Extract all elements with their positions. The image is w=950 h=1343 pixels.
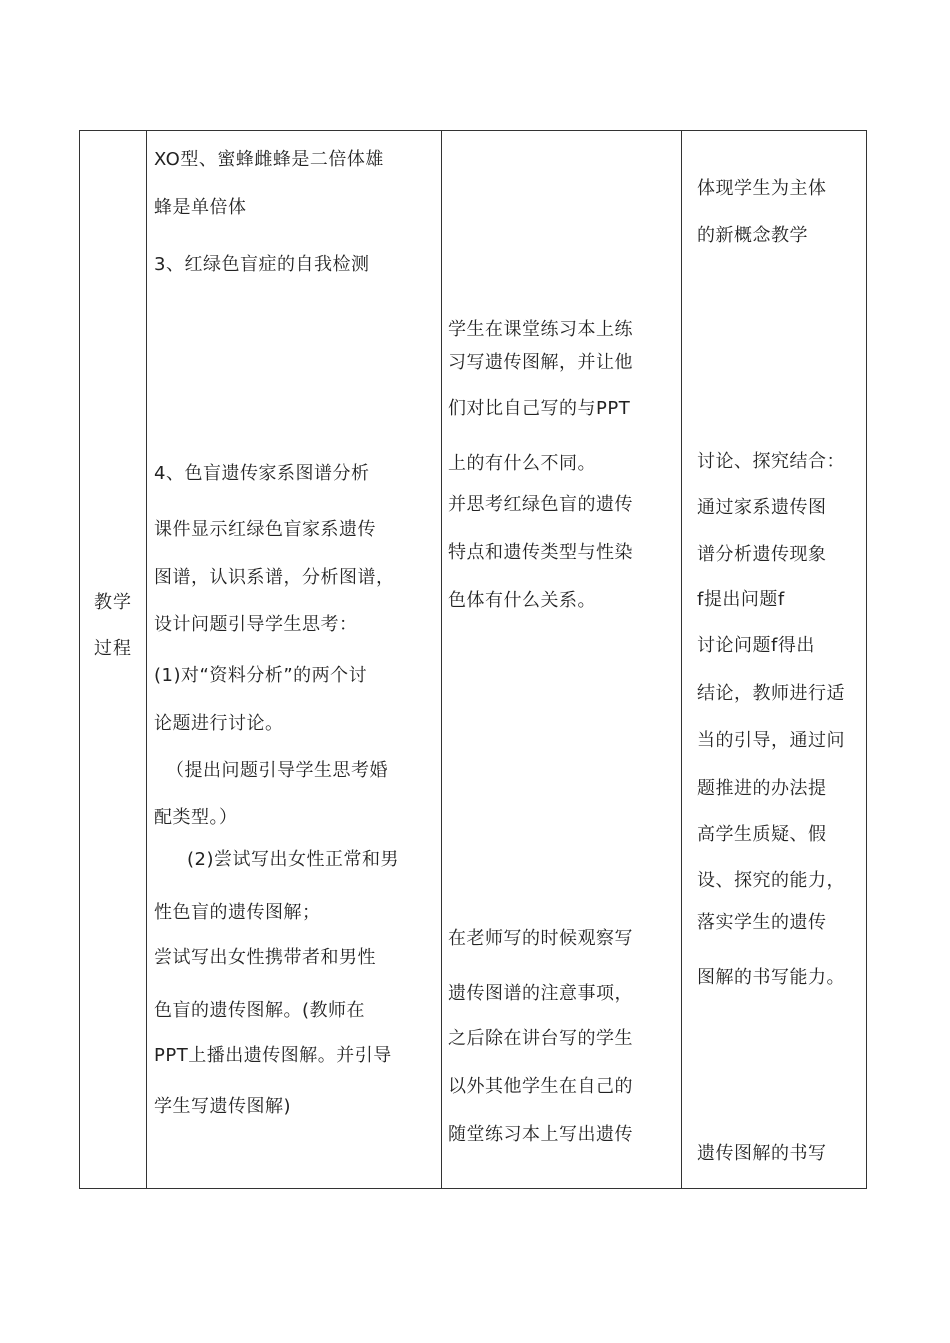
- student-line: 习写遗传图解，并让他: [448, 352, 633, 373]
- content-line: 色盲的遗传图解。(教师在: [154, 1000, 366, 1021]
- content-line: 3、红绿色盲症的自我检测: [154, 254, 370, 275]
- content-line: 4、色盲遗传家系图谱分析: [154, 463, 370, 484]
- content-line: 蜂是单倍体: [154, 197, 247, 218]
- content-line: (2)尝试写出女性正常和男: [187, 849, 399, 870]
- intent-line: 通过家系遗传图: [697, 497, 827, 518]
- intent-line: 的新概念教学: [697, 225, 808, 246]
- content-line: 图谱，认识系谱，分析图谱，: [154, 567, 395, 588]
- student-line: 遗传图谱的注意事项，: [448, 983, 633, 1004]
- intent-line: 讨论问题f得出: [697, 635, 815, 656]
- intent-line: 遗传图解的书写: [697, 1143, 827, 1164]
- intent-line: 讨论、探究结合：: [697, 451, 845, 472]
- content-line: XO型、蜜蜂雌蜂是二倍体雄: [154, 149, 384, 170]
- row-label-cell: [80, 131, 146, 1188]
- student-line: 色体有什么关系。: [448, 590, 596, 611]
- content-line: （提出问题引导学生思考婚: [166, 760, 388, 781]
- student-line: 特点和遗传类型与性染: [448, 542, 633, 563]
- content-line: (1)对“资料分析”的两个讨: [154, 665, 368, 686]
- intent-line: 谱分析遗传现象: [697, 544, 827, 565]
- content-line: 性色盲的遗传图解；: [154, 902, 321, 923]
- intent-line: 图解的书写能力。: [697, 967, 845, 988]
- intent-line: 设、探究的能力，: [697, 870, 845, 891]
- student-line: 随堂练习本上写出遗传: [448, 1124, 633, 1145]
- content-line: 论题进行讨论。: [154, 713, 284, 734]
- intent-line: 体现学生为主体: [697, 178, 827, 199]
- content-line: 设计问题引导学生思考：: [154, 614, 358, 635]
- content-line: 配类型。）: [154, 807, 238, 828]
- content-line: 尝试写出女性携带者和男性: [154, 947, 376, 968]
- row-label-line: 教学: [94, 592, 132, 613]
- student-line: 学生在课堂练习本上练: [448, 319, 633, 340]
- row-label-line: 过程: [94, 638, 132, 659]
- intent-line: 题推进的办法提: [697, 778, 827, 799]
- intent-line: f提出问题f: [697, 589, 785, 610]
- content-line: 课件显示红绿色盲家系遗传: [154, 519, 376, 540]
- intent-line: 结论，教师进行适: [697, 683, 845, 704]
- content-line: 学生写遗传图解): [154, 1096, 292, 1117]
- student-line: 们对比自己写的与PPT: [448, 398, 631, 419]
- student-line: 以外其他学生在自己的: [448, 1076, 633, 1097]
- design-intent-cell: [681, 131, 867, 1188]
- intent-line: 落实学生的遗传: [697, 912, 827, 933]
- intent-line: 当的引导，通过问: [697, 730, 845, 751]
- student-line: 上的有什么不同。: [448, 453, 596, 474]
- student-line: 并思考红绿色盲的遗传: [448, 494, 633, 515]
- teaching-content-cell: [146, 131, 441, 1188]
- student-line: 之后除在讲台写的学生: [448, 1028, 633, 1049]
- intent-line: 高学生质疑、假: [697, 824, 827, 845]
- lesson-table: [79, 130, 867, 1189]
- content-line: PPT上播出遗传图解。并引导: [154, 1045, 392, 1066]
- student-line: 在老师写的时候观察写: [448, 928, 633, 949]
- student-activity-cell: [441, 131, 681, 1188]
